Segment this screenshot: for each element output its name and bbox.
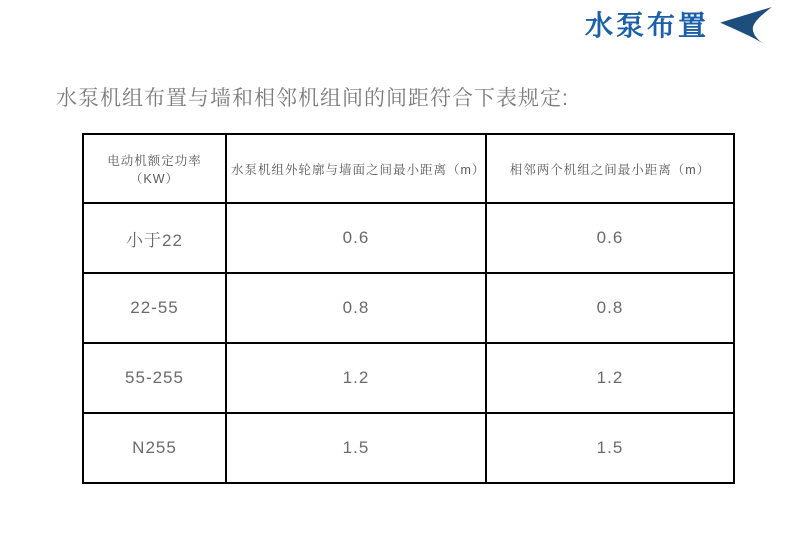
table-cell-unit-distance: 0.8	[486, 273, 734, 343]
header-cell-unit-distance: 相邻两个机组之间最小距离（m）	[486, 134, 734, 203]
table-row	[83, 273, 734, 343]
left-swoosh-arrow-icon	[719, 6, 774, 45]
table-cell-power-range: 55-255	[83, 343, 226, 413]
table-cell-unit-distance: 0.6	[486, 203, 734, 273]
table-row	[83, 343, 734, 413]
table-cell-power-range: 小于22	[83, 203, 226, 273]
page-title: 水泵布置	[584, 9, 709, 41]
table-cell-power-range: N255	[83, 413, 226, 483]
table-row	[83, 413, 734, 483]
table-cell-wall-distance: 0.8	[226, 273, 486, 343]
header-cell-wall-distance: 水泵机组外轮廓与墙面之间最小距离（m）	[226, 134, 486, 203]
table-cell-wall-distance: 1.5	[226, 413, 486, 483]
table-row	[83, 203, 734, 273]
table-cell-power-range: 22-55	[83, 273, 226, 343]
pump-spacing-table	[82, 133, 735, 484]
table-cell-wall-distance: 0.6	[226, 203, 486, 273]
table-caption: 水泵机组布置与墙和相邻机组间的间距符合下表规定:	[56, 87, 569, 110]
header-cell-motor-power: 电动机额定功率（KW）	[83, 134, 226, 203]
table-header-row	[83, 134, 734, 203]
table-cell-unit-distance: 1.2	[486, 343, 734, 413]
brand-header	[585, 6, 774, 45]
table-cell-unit-distance: 1.5	[486, 413, 734, 483]
table-cell-wall-distance: 1.2	[226, 343, 486, 413]
